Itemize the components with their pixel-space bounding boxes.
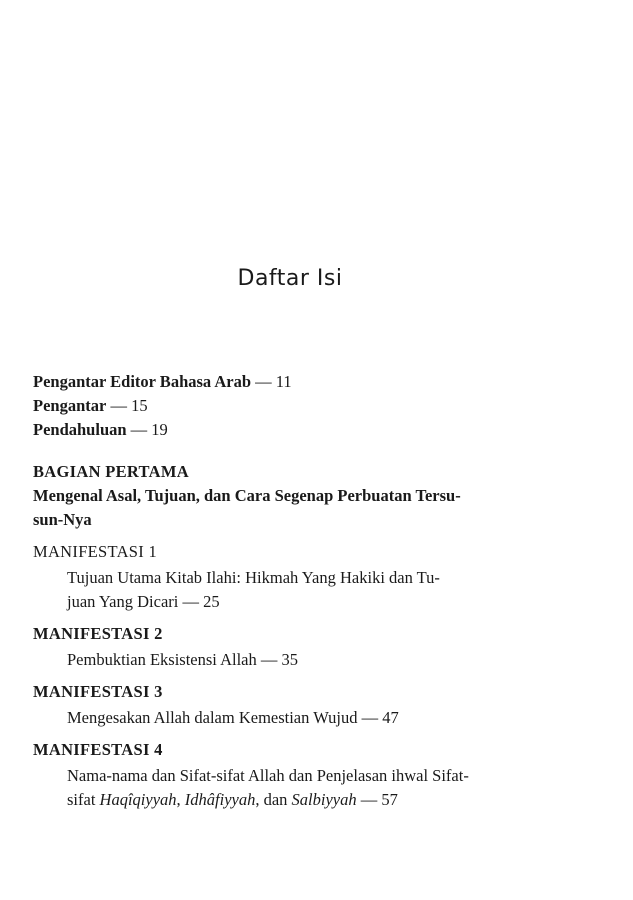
manifestation-2 [33, 622, 553, 672]
toc-entry-manifestation-1[interactable] [67, 566, 553, 614]
manifestation-label: MANIFESTASI 4 [33, 740, 163, 759]
entry-text: , dan [255, 790, 292, 809]
toc-entry-title: Pengantar Editor Bahasa Arab [33, 372, 252, 391]
manifestation-1 [33, 540, 553, 614]
italic-term: Idhâfiyyah [184, 790, 256, 809]
manifestation-label: MANIFESTASI 1 [33, 542, 158, 561]
toc-entry-manifestation-3[interactable] [67, 706, 553, 730]
part-title [33, 484, 553, 532]
entry-text: sifat [67, 790, 100, 809]
toc-entry-introduction[interactable] [33, 418, 553, 442]
toc-entry-manifestation-2[interactable] [67, 648, 553, 672]
part-title-line: Mengenal Asal, Tujuan, dan Cara Segenap Perbuatan Tersu- [33, 486, 461, 505]
toc-entry-preface[interactable] [33, 394, 553, 418]
manifestation-label: MANIFESTASI 3 [33, 682, 163, 701]
toc-entry-title: Pendahuluan [33, 420, 127, 439]
toc-entry-page: — 11 [255, 372, 292, 391]
page-title: Daftar Isi [237, 266, 343, 291]
manifestation-label: MANIFESTASI 2 [33, 624, 163, 643]
table-of-contents [33, 370, 553, 812]
part-one [33, 460, 553, 532]
manifestation-3 [33, 680, 553, 730]
italic-term: Haqîqiyyah [99, 790, 177, 809]
toc-entry-editor-preface[interactable] [33, 370, 553, 394]
manifestation-4 [33, 738, 553, 812]
entry-text: , [176, 790, 185, 809]
entry-line: Nama-nama dan Sifat-sifat Allah dan Penjelasan ihwal Sifat- [67, 766, 469, 785]
entry-line: Pembuktian Eksistensi Allah — 35 [67, 650, 298, 669]
toc-entry-title: Pengantar [33, 396, 107, 415]
toc-entry-manifestation-4[interactable] [67, 764, 553, 812]
toc-entry-page: — 19 [130, 420, 168, 439]
entry-line: Mengesakan Allah dalam Kemestian Wujud — 47 [67, 708, 399, 727]
italic-term: Salbiyyah [291, 790, 357, 809]
entry-page: — 57 [356, 790, 398, 809]
entry-line: Tujuan Utama Kitab Ilahi: Hikmah Yang Hakiki dan Tu- [67, 568, 440, 587]
entry-line [67, 788, 553, 812]
toc-entry-page: — 15 [110, 396, 148, 415]
part-title-line: sun-Nya [33, 510, 92, 529]
part-label: BAGIAN PERTAMA [33, 462, 189, 481]
entry-line: juan Yang Dicari — 25 [67, 592, 220, 611]
